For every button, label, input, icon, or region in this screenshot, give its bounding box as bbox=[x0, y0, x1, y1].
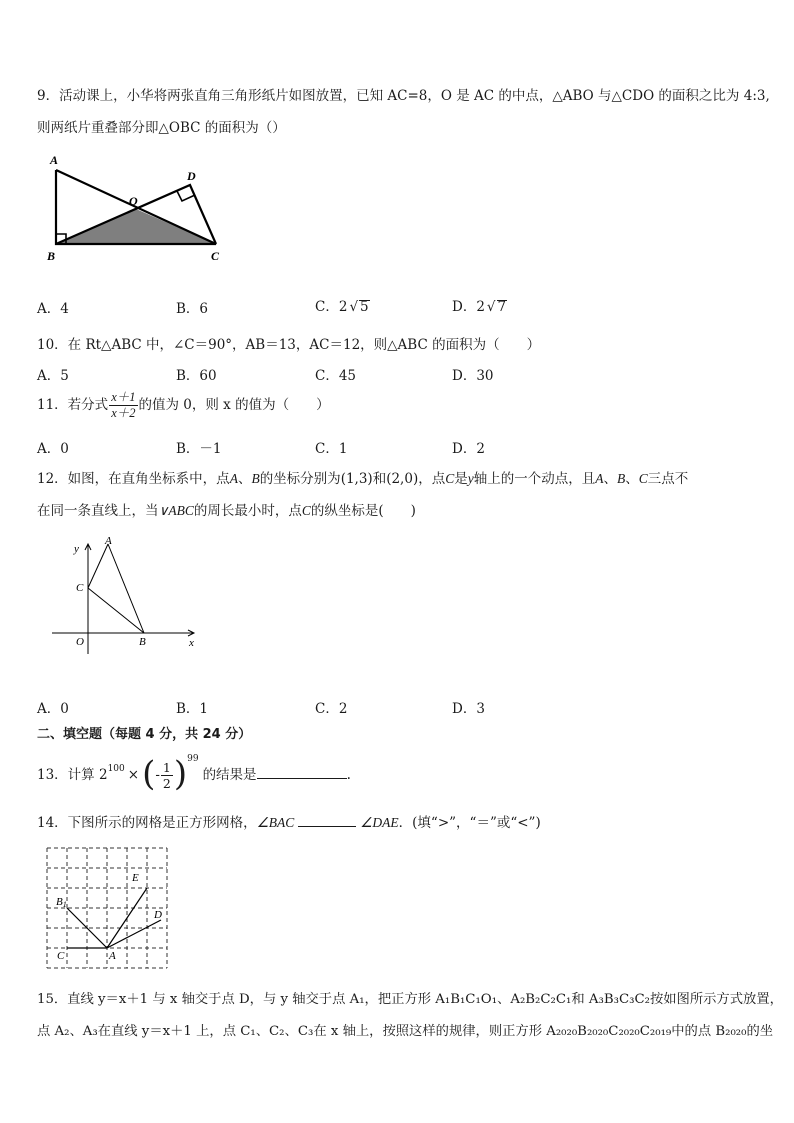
q14-angle-dae: ∠DAE bbox=[360, 815, 399, 830]
option-letter: A． bbox=[37, 301, 61, 317]
q13-minus: - bbox=[155, 767, 160, 783]
coord-b: (2,0) bbox=[386, 471, 419, 487]
point-c: C bbox=[638, 471, 648, 486]
axis-y: y bbox=[467, 471, 474, 486]
option-text: 4 bbox=[60, 301, 69, 317]
q12-option-d[interactable] bbox=[452, 697, 485, 717]
q13-left-paren: ( bbox=[142, 754, 156, 794]
q9-stem-line2: 则两纸片重叠部分即△OBC 的面积为（） bbox=[37, 120, 286, 136]
q10-option-d[interactable] bbox=[452, 364, 494, 384]
text-run: 、 bbox=[625, 471, 639, 487]
option-radicand: 5 bbox=[360, 299, 369, 315]
q14-post: ．(填“>”，“＝”或“<”) bbox=[398, 815, 541, 831]
q14-answer-blank[interactable] bbox=[298, 814, 356, 827]
q14-angle-bac: ∠BAC bbox=[256, 815, 295, 830]
q13-exponent-100: 100 bbox=[107, 764, 125, 774]
q13-answer-blank[interactable] bbox=[257, 766, 347, 779]
option-letter: D． bbox=[452, 441, 477, 457]
q9-option-c[interactable]: C．2 √ 5 bbox=[315, 299, 369, 315]
q11-stem bbox=[37, 390, 330, 421]
q13-denominator: 2 bbox=[162, 776, 171, 791]
text-run: 三点不 bbox=[647, 471, 689, 487]
q10-option-c[interactable] bbox=[315, 364, 356, 384]
q9-stem-line1: 9．活动课上，小华将两张直角三角形纸片如图放置，已知 AC=8，O 是 AC 的中点，△ABO 与△CDO 的面积之比为 4:3, bbox=[37, 88, 770, 104]
point-c: C bbox=[445, 471, 455, 486]
q12-label-y: y bbox=[74, 543, 79, 555]
point-b: B bbox=[251, 471, 260, 486]
q13-post: 的结果是 bbox=[202, 767, 257, 783]
q12-stem-line2 bbox=[37, 499, 416, 519]
option-radicand: 7 bbox=[497, 299, 507, 315]
text-run: 12．如图，在直角坐标系中，点 bbox=[37, 471, 230, 487]
q10-stem: 10．在 Rt△ABC 中，∠C＝90°，AB＝13，AC＝12，则△ABC 的面积为（ ） bbox=[37, 337, 541, 353]
q11-option-b[interactable] bbox=[176, 437, 222, 457]
option-letter: D． bbox=[452, 368, 477, 384]
q12-figure bbox=[48, 536, 208, 656]
q12-option-b[interactable] bbox=[176, 697, 208, 717]
q15-stem-line2: 点 A₂、A₃在直线 y＝x＋1 上，点 C₁、C₂、C₃在 x 轴上，按照这样的规律，则正方形 A₂₀₂₀B₂₀₂₀C₂₀₂₀C₂₀₁₉中的点 B₂₀₂₀的坐 bbox=[37, 1024, 774, 1039]
q13-numerator: 1 bbox=[162, 760, 171, 775]
q13-right-paren: ) bbox=[173, 754, 188, 794]
q9-label-a: A bbox=[50, 153, 59, 167]
q13-times: × bbox=[127, 767, 140, 783]
option-text: 0 bbox=[60, 441, 69, 457]
text-run: 轴上的一个动点，且 bbox=[473, 471, 596, 487]
option-letter: C． bbox=[315, 701, 339, 717]
q9-label-b: B bbox=[47, 249, 56, 263]
option-letter: C． bbox=[315, 441, 339, 457]
option-letter: C． bbox=[315, 299, 339, 315]
q12-segment-ac bbox=[88, 544, 108, 588]
q11-fraction bbox=[109, 390, 137, 421]
q14-grid-figure bbox=[44, 845, 170, 971]
option-text: 1 bbox=[199, 701, 209, 717]
option-coef: 2 bbox=[476, 299, 485, 315]
option-text: 0 bbox=[60, 701, 69, 717]
point-a: A bbox=[229, 471, 238, 486]
coord-a: (1,3) bbox=[340, 471, 373, 487]
point-c: C bbox=[301, 503, 311, 518]
q15-stem-line1: 15．直线 y＝x＋1 与 x 轴交于点 D，与 y 轴交于点 A₁，把正方形 A₁B₁C₁O₁、A₂B₂C₂C₁和 A₃B₃C₃C₂按如图所示方式放置， bbox=[37, 992, 783, 1007]
option-text: 5 bbox=[60, 368, 69, 384]
triangle-abc: ∨ABC bbox=[158, 503, 194, 518]
q12-option-c[interactable] bbox=[315, 697, 347, 717]
option-letter: C． bbox=[315, 368, 339, 384]
q13-exponent-99: 99 bbox=[187, 754, 199, 764]
q10-option-a[interactable] bbox=[37, 364, 69, 384]
q14-stem bbox=[37, 811, 541, 831]
option-letter: B． bbox=[176, 701, 200, 717]
point-b: B bbox=[616, 471, 626, 486]
q9-option-d[interactable]: D．2 √ 7 bbox=[452, 299, 507, 315]
q9-label-c: C bbox=[211, 249, 220, 263]
q9-label-o: O bbox=[129, 194, 138, 208]
text-run: 和 bbox=[372, 471, 387, 487]
option-letter: B． bbox=[176, 368, 200, 384]
q14-pre: 14．下图所示的网格是正方形网格， bbox=[37, 815, 257, 831]
q13-end: . bbox=[346, 767, 351, 783]
q11-numerator: x＋1 bbox=[111, 390, 136, 404]
option-letter: A． bbox=[37, 368, 61, 384]
option-text: 1 bbox=[338, 441, 348, 457]
option-text: 6 bbox=[199, 301, 209, 317]
q11-option-d[interactable] bbox=[452, 437, 485, 457]
q14-label-c: C bbox=[57, 950, 65, 962]
option-text: 60 bbox=[199, 368, 217, 384]
q14-label-a: A bbox=[109, 950, 116, 962]
q10-option-b[interactable] bbox=[176, 364, 217, 384]
section-heading: 二、填空题（每题 4 分，共 24 分） bbox=[37, 727, 252, 742]
option-text: 30 bbox=[476, 368, 494, 384]
q12-option-a[interactable] bbox=[37, 697, 69, 717]
q9-label-d: D bbox=[187, 169, 196, 183]
q9-shaded-triangle-obc bbox=[56, 209, 216, 244]
option-text: －1 bbox=[199, 441, 222, 457]
q14-label-b1: B1 bbox=[56, 896, 67, 909]
q12-label-b: B bbox=[139, 636, 146, 648]
point-a: A bbox=[595, 471, 604, 486]
text-run: 、 bbox=[603, 471, 617, 487]
option-text: 2 bbox=[476, 441, 485, 457]
q12-label-x: x bbox=[189, 637, 194, 649]
q11-denominator: x＋2 bbox=[111, 406, 136, 420]
text-run: 在同一条直线上，当 bbox=[37, 503, 159, 519]
q11-post: 的值为 0，则 x 的值为（ ） bbox=[138, 397, 330, 413]
q14-label-d: D bbox=[154, 909, 162, 921]
q13-stem bbox=[37, 754, 351, 794]
text-run: 、 bbox=[237, 471, 252, 487]
q12-segment-ab bbox=[108, 544, 144, 633]
option-letter: D． bbox=[452, 299, 477, 315]
q14-ray-ad bbox=[107, 920, 161, 948]
option-coef: 2 bbox=[338, 299, 348, 315]
q9-option-a[interactable] bbox=[37, 297, 69, 317]
option-letter: A． bbox=[37, 701, 61, 717]
q12-label-a: A bbox=[105, 535, 112, 547]
option-text: 3 bbox=[476, 701, 485, 717]
q14-label-e: E bbox=[132, 872, 139, 884]
text-run: 的坐标分别为 bbox=[259, 471, 341, 487]
q9-option-b[interactable] bbox=[176, 297, 208, 317]
q13-pre: 13．计算 2 bbox=[37, 767, 108, 783]
option-letter: B． bbox=[176, 301, 200, 317]
text-run: 的周长最小时，点 bbox=[193, 503, 302, 519]
q11-option-c[interactable] bbox=[315, 437, 347, 457]
q12-segment-cb bbox=[88, 588, 144, 633]
text-run: 是 bbox=[454, 471, 468, 487]
option-letter: B． bbox=[176, 441, 200, 457]
q12-label-o: O bbox=[76, 636, 84, 648]
q12-stem-line1 bbox=[37, 467, 688, 487]
option-letter: A． bbox=[37, 441, 61, 457]
q9-figure bbox=[40, 150, 230, 270]
text-run: 的纵坐标是( ) bbox=[310, 503, 416, 519]
q12-label-c: C bbox=[76, 582, 84, 594]
q11-pre: 11．若分式 bbox=[37, 397, 109, 413]
q13-fraction bbox=[161, 760, 173, 791]
option-text: 2 bbox=[338, 701, 348, 717]
option-letter: D． bbox=[452, 701, 477, 717]
text-run: ，点 bbox=[418, 471, 446, 487]
q11-option-a[interactable] bbox=[37, 437, 69, 457]
option-text: 45 bbox=[338, 368, 357, 384]
